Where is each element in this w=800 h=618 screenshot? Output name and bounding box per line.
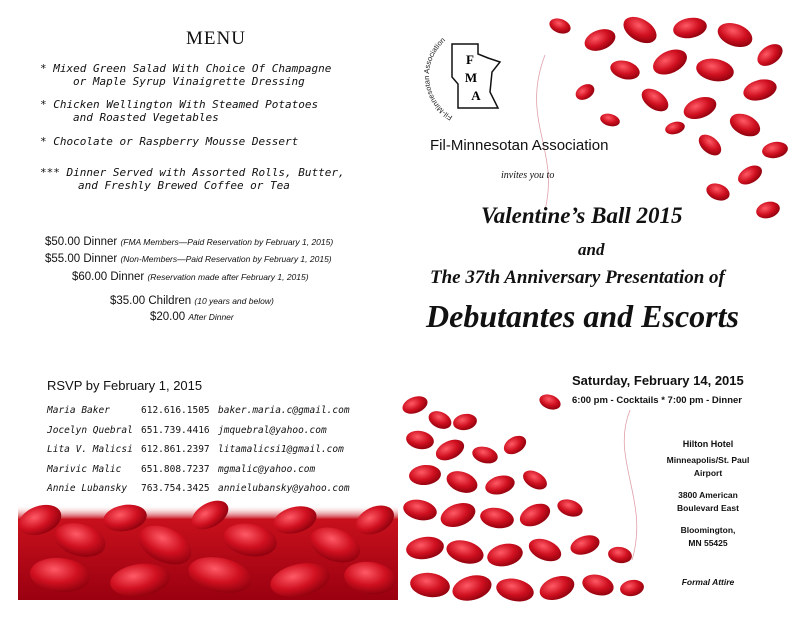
price-amount: $20.00 [150,311,186,323]
price-amount: $35.00 Children [110,295,192,307]
menu-item-line: * Chocolate or Raspberry Mousse Dessert [40,135,299,148]
contact-phone: 763.754.3425 [141,483,210,494]
price-children [110,295,274,307]
menu-item-dinner-note [40,166,345,192]
contact-name: Maria Baker [47,405,110,416]
contact-name: Lita V. Malicsi [47,444,133,455]
menu-item-line: or Maple Syrup Vinaigrette Dressing [73,75,305,88]
contact-name: Marivic Malic [47,463,122,475]
contact-phone: 612.861.2397 [141,444,210,455]
rsvp-contact-list [47,405,350,503]
price-note: (FMA Members—Paid Reservation by February 1, 2015) [120,237,334,247]
event-headline: Debutantes and Escorts [426,298,739,334]
event-times: 6:00 pm - Cocktails * 7:00 pm - Dinner [572,395,742,406]
menu-title: MENU [186,28,246,49]
price-late-reservation [72,271,309,283]
menu-item-line: and Freshly Brewed Coffee or Tea [78,179,290,192]
address-line: Boulevard East [677,503,739,513]
logo-ring-text: Fil-Minnesotan Association [422,35,454,123]
table-row [47,483,350,503]
menu-item-line: and Roasted Vegetables [73,111,219,124]
contact-name: Jocelyn Quebral [47,424,133,436]
contact-phone: 612.616.1505 [141,405,210,416]
price-note: (Reservation made after February 1, 2015) [147,272,309,282]
rsvp-title: RSVP by February 1, 2015 [47,378,203,393]
venue-block [640,438,776,550]
event-date: Saturday, February 14, 2015 [572,373,744,388]
menu-item-salad [40,62,331,88]
venue-line: Airport [693,468,723,478]
petal-band-left [15,495,399,602]
contact-email: litamalicsi1@gmail.com [218,444,344,455]
venue-line: Minneapolis/St. Paul [666,455,750,465]
price-note: After Dinner [188,312,234,322]
price-amount: $60.00 Dinner [72,271,145,283]
attire-note: Formal Attire [681,577,735,587]
contact-phone: 651.808.7237 [141,463,210,475]
table-row [47,405,350,425]
menu-item-line: *** Dinner Served with Assorted Rolls, Butter, [40,166,345,179]
logo-letter-f: F [466,52,474,67]
price-after-dinner [150,311,234,323]
contact-email: baker.maria.c@gmail.com [218,405,350,416]
invites-text: invites you to [501,170,555,181]
petal-pile-bottom-right [400,392,645,605]
contact-email: jmquebral@yahoo.com [218,424,327,436]
petal-scatter-top-right [547,11,789,220]
table-row [47,464,350,484]
menu-item-line: * Mixed Green Salad With Choice Of Champagne [40,62,332,75]
table-row [47,444,350,464]
price-amount: $50.00 Dinner [45,236,118,248]
contact-phone: 651.739.4416 [141,424,210,436]
city-line: Bloomington, [680,525,736,535]
address-line: 3800 American [678,490,738,500]
price-note: (10 years and below) [194,296,274,306]
price-non-members [45,253,332,265]
price-fma-members [45,236,333,248]
org-name: Fil-Minnesotan Association [430,137,609,154]
menu-item-dessert [40,135,298,148]
logo-letter-m: M [464,70,478,85]
contact-name: Annie Lubansky [47,483,128,494]
city-line: MN 55425 [688,538,728,548]
event-subtitle: The 37th Anniversary Presentation of [430,267,725,288]
price-amount: $55.00 Dinner [45,253,118,265]
contact-email: mgmalic@yahoo.com [218,463,316,475]
contact-email: annielubansky@yahoo.com [218,483,350,494]
table-row [47,425,350,445]
logo-letter-a: A [471,88,481,103]
menu-item-line: * Chicken Wellington With Steamed Potatoes [40,98,319,111]
event-title-and: and [578,240,605,259]
event-title: Valentine’s Ball 2015 [481,203,683,228]
venue-name: Hilton Hotel [682,439,734,449]
price-note: (Non-Members—Paid Reservation by February 1, 2015) [120,254,332,264]
menu-item-chicken [40,98,318,124]
fma-logo [418,22,533,132]
